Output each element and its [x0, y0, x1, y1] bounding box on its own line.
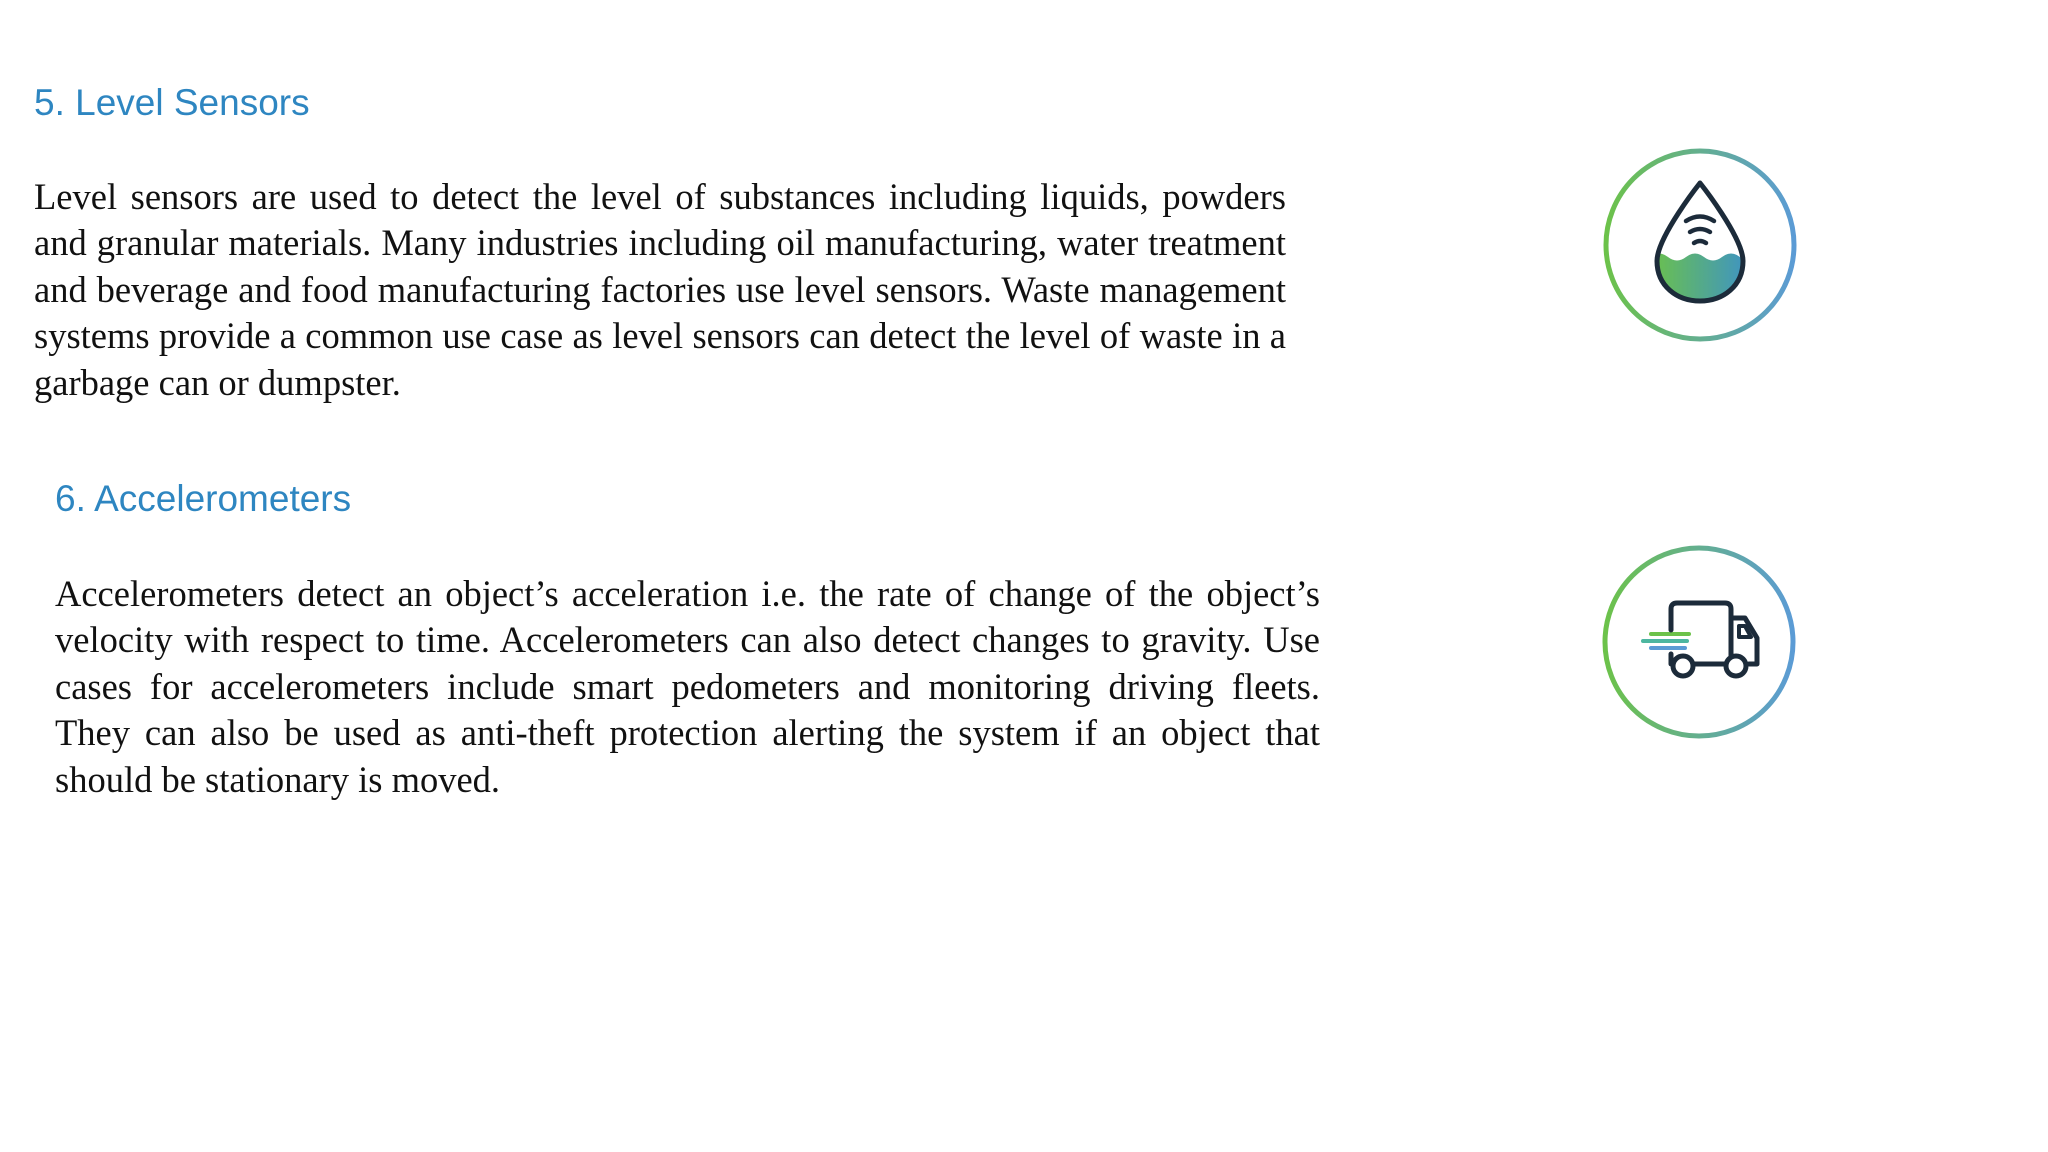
section-body-level-sensors: Level sensors are used to detect the level of substances including liquids, powders and granular materials. Many industries including oil manufacturing, water treatment and beverage and food manufacturing factories use level sensors. Waste management systems provide a common use case as level sensors can detect the level of waste in a garbage can or dumpster.: [34, 176, 1286, 403]
section-title-level-sensors: 5. Level Sensors: [34, 82, 310, 123]
fast-delivery-truck-icon: [1599, 542, 1799, 742]
section-title-accelerometers: 6. Accelerometers: [55, 478, 352, 519]
water-drop-level-icon: [1600, 145, 1800, 345]
section-body-accelerometers: Accelerometers detect an object’s acceleration i.e. the rate of change of the object’s velocity with respect to time. Accelerometers can also detect changes to gravity. Use cases for accelerometers include smart pedometers and monitoring driving fleets. They can also be used as anti-theft protection alerting the system if an object that should be stationary is moved.: [55, 573, 1320, 800]
